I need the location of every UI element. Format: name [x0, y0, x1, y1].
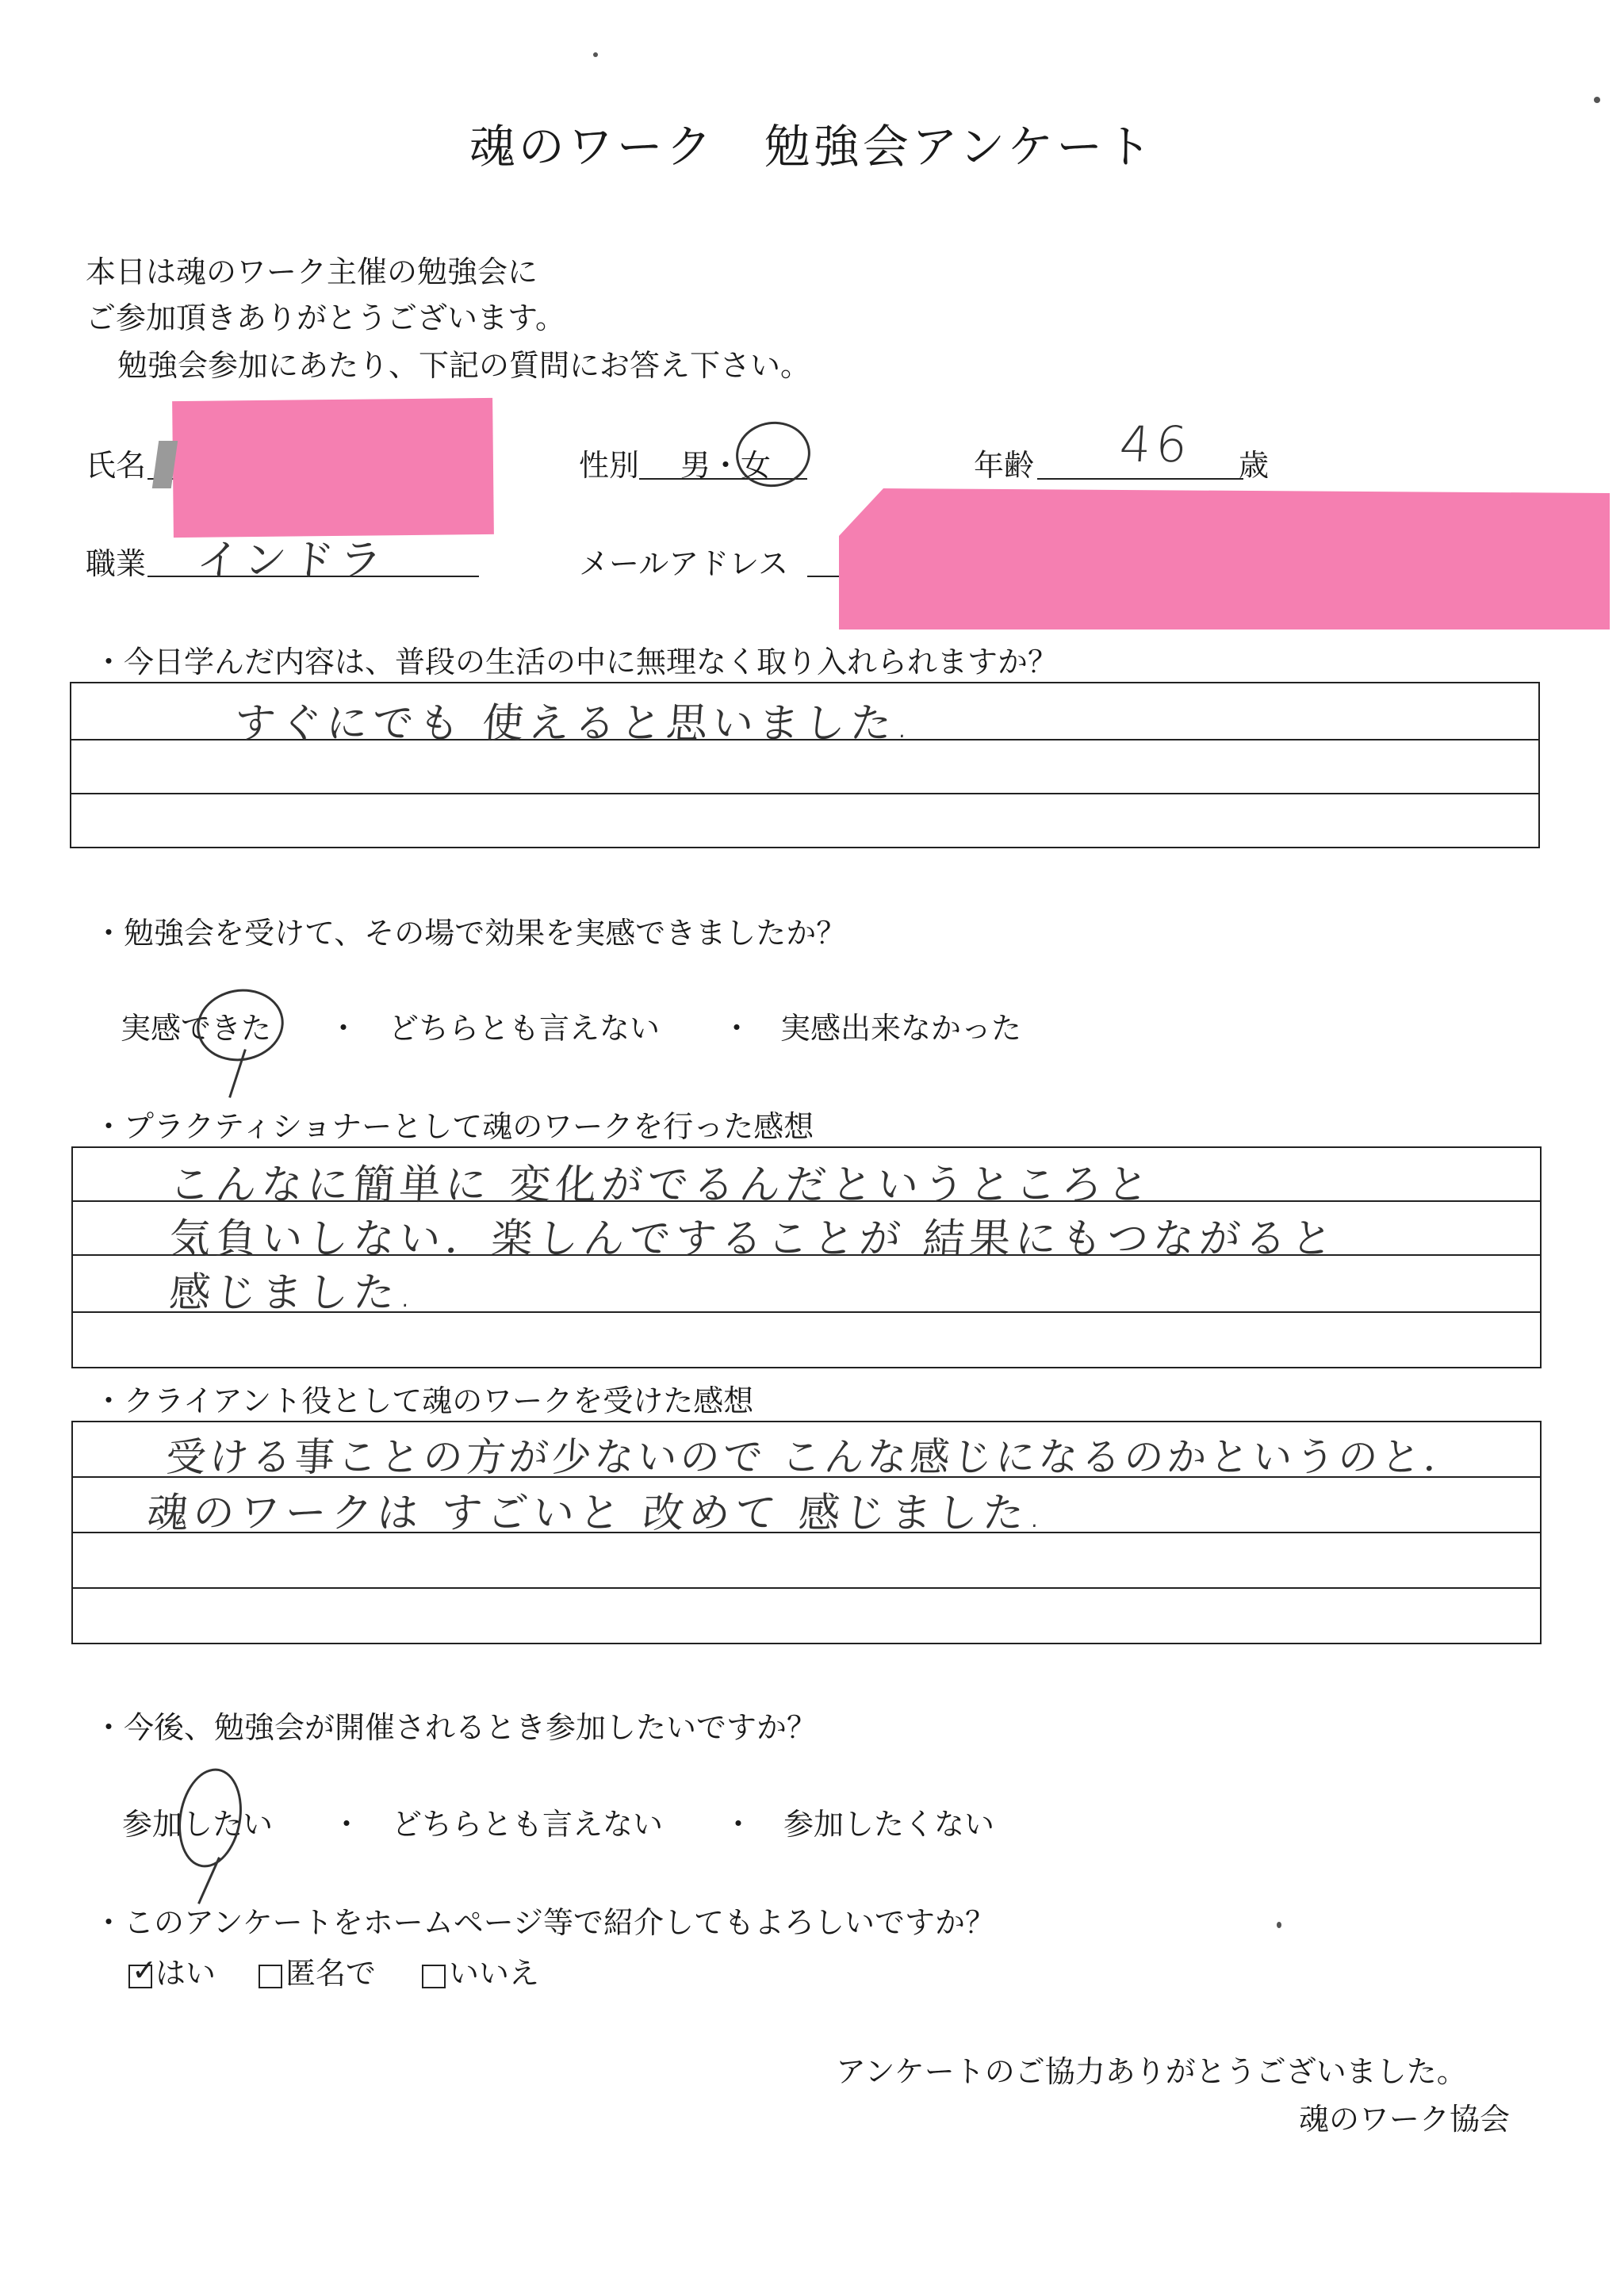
q6-option-no-label: いいえ [449, 1956, 540, 1991]
q2-separator-1: ・ [328, 1011, 359, 1046]
checkbox-checked[interactable] [128, 1952, 157, 1988]
question-4: ・クライアント役として魂のワークを受けた感想 [94, 1383, 754, 1418]
q6-option-no[interactable] [422, 1949, 539, 1992]
email-redaction [839, 488, 1610, 629]
answer-1-line-1: すぐにでも 使えると思いました. [232, 700, 916, 748]
q2-separator-2: ・ [722, 1011, 753, 1046]
q5-option-no[interactable]: 参加したくない [783, 1807, 995, 1842]
paper-speck [1277, 1922, 1281, 1928]
question-1: ・今日学んだ内容は、普段の生活の中に無理なく取り入れられますか？ [94, 645, 1059, 679]
name-redaction [172, 398, 494, 538]
q6-option-anonymous-label: 匿名で [285, 1956, 377, 1991]
q5-option-yes[interactable]: 参加したい [122, 1807, 274, 1842]
q2-option-yes[interactable]: 実感できた [121, 1011, 272, 1046]
gender-options[interactable]: 男・女 [680, 448, 772, 483]
page-title: 魂のワーク 勉強会アンケート [469, 120, 1155, 174]
answer-rule [73, 1587, 1540, 1589]
check-mark-icon: ✓ [132, 1952, 157, 1988]
q5-separator-2: ・ [723, 1807, 754, 1842]
intro-line-2: ご参加頂きありがとうございます。 [86, 300, 565, 335]
intro-line-1: 本日は魂のワーク主催の勉強会に [86, 254, 538, 289]
question-5: ・今後、勉強会が開催されるとき参加したいですか？ [94, 1710, 818, 1745]
name-label: 氏名 [86, 448, 147, 483]
checkbox-unchecked[interactable] [422, 1965, 446, 1988]
age-value[interactable]: 46 [1117, 415, 1194, 473]
answer-4-line-2: 魂のワークは すごいと 改めて 感じました. [145, 1490, 1048, 1537]
paper-speck [593, 52, 598, 57]
answer-3-line-2: 気負いしない．楽しんですることが 結果にもつながると [167, 1215, 1339, 1263]
answer-4-line-1: 受ける事ことの方が少ないので こんな感じになるのかというのと． [164, 1434, 1469, 1480]
checkbox-unchecked[interactable] [259, 1965, 282, 1988]
answer-rule [71, 793, 1538, 794]
footer-org: 魂のワーク協会 [1299, 2102, 1511, 2137]
q5-separator-1: ・ [331, 1807, 362, 1842]
q6-option-anonymous[interactable] [259, 1949, 376, 1992]
question-3: ・プラクティショナーとして魂のワークを行った感想 [94, 1109, 814, 1144]
paper-speck [1594, 97, 1600, 103]
intro-line-3: 勉強会参加にあたり、下記の質問にお答え下さい。 [117, 348, 811, 383]
q2-option-neutral[interactable]: どちらとも言えない [389, 1011, 661, 1046]
age-unit: 歳 [1239, 448, 1270, 483]
gender-label: 性別 [579, 448, 640, 483]
question-2: ・勉強会を受けて、その場で効果を実感できましたか？ [94, 916, 847, 951]
email-label: メールアドレス [579, 546, 789, 581]
answer-3-line-1: こんなに簡単に 変化がでるんだというところと [167, 1161, 1155, 1209]
footer-thanks: アンケートのご協力ありがとうございました。 [836, 2054, 1467, 2089]
age-label: 年齢 [974, 448, 1035, 483]
q5-option-neutral[interactable]: どちらとも言えない [392, 1807, 664, 1842]
q6-option-yes[interactable] [128, 1949, 216, 1992]
question-6: ・このアンケートをホームページ等で紹介してもよろしいですか？ [94, 1905, 995, 1940]
q6-option-yes-label: はい [155, 1956, 216, 1991]
job-value[interactable]: インドラ [194, 535, 389, 585]
answer-3-line-3: 感じました. [167, 1269, 419, 1317]
job-label: 職業 [86, 546, 147, 581]
q2-option-no[interactable]: 実感出来なかった [780, 1011, 1022, 1046]
q2-selected-circle [191, 982, 289, 1068]
q5-selected-circle [171, 1763, 250, 1873]
